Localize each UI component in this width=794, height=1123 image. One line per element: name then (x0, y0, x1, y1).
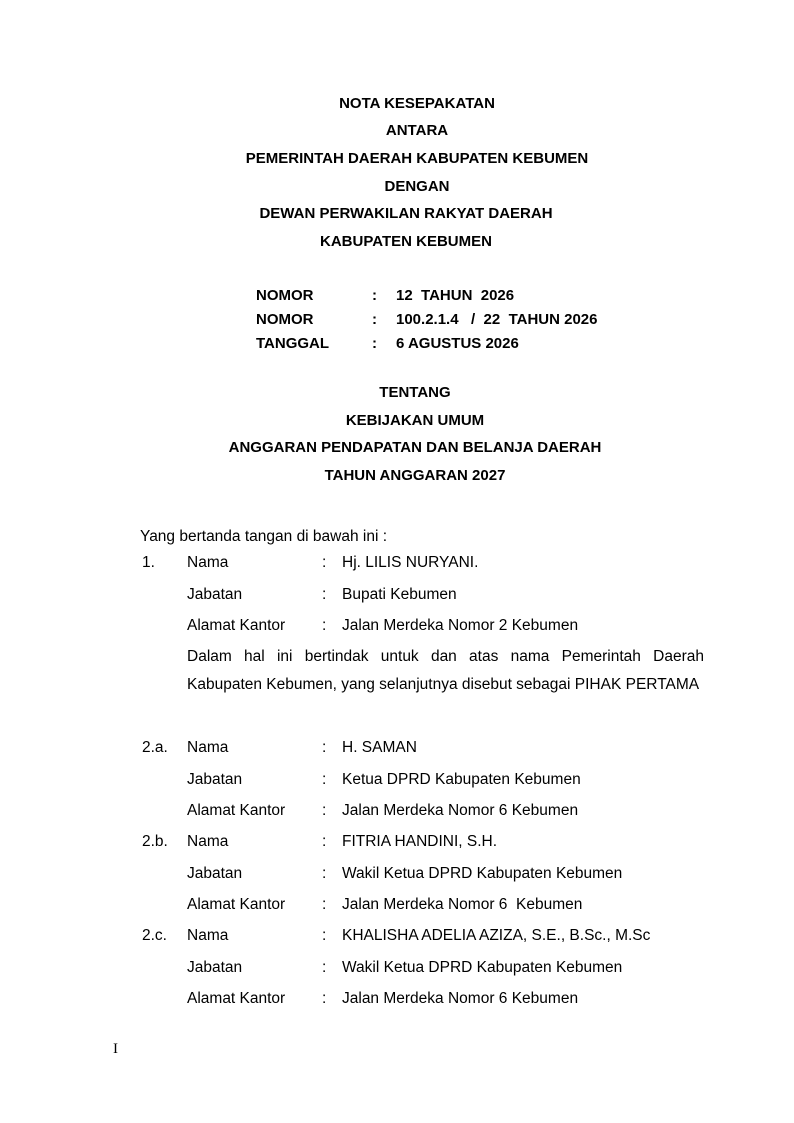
party-row (0, 958, 794, 978)
field-label: Jabatan (187, 586, 243, 603)
field-label: Alamat Kantor (187, 617, 286, 634)
field-colon: : (322, 802, 327, 819)
reference-label: NOMOR (256, 287, 314, 304)
field-label: Jabatan (187, 771, 243, 788)
field-value: Wakil Ketua DPRD Kabupaten Kebumen (342, 865, 623, 882)
party-number: 2.b. (142, 833, 168, 850)
field-value: Jalan Merdeka Nomor 6 Kebumen (342, 990, 579, 1007)
field-colon: : (322, 586, 327, 603)
field-colon: : (322, 771, 327, 788)
party-number: 2.a. (142, 739, 168, 756)
field-colon: : (322, 739, 327, 756)
reference-value: 100.2.1.4 / 22 TAHUN 2026 (396, 311, 598, 328)
field-colon: : (322, 833, 327, 850)
party-row (0, 926, 794, 946)
field-label: Alamat Kantor (187, 990, 286, 1007)
field-colon: : (322, 927, 327, 944)
field-label: Nama (187, 833, 229, 850)
party-row (0, 738, 794, 758)
party-row (0, 770, 794, 790)
party-row (0, 801, 794, 821)
field-value: Hj. LILIS NURYANI. (342, 554, 479, 571)
field-value: FITRIA HANDINI, S.H. (342, 833, 498, 850)
reference-label: TANGGAL (256, 335, 330, 352)
field-colon: : (322, 554, 327, 571)
reference-value: 12 TAHUN 2026 (396, 287, 515, 304)
subject-line: KEBIJAKAN UMUM (345, 412, 485, 429)
field-label: Nama (187, 927, 229, 944)
reference-colon: : (372, 335, 377, 352)
title-line: PEMERINTAH DAERAH KABUPATEN KEBUMEN (245, 150, 589, 167)
party-row (0, 585, 794, 605)
title-line: DEWAN PERWAKILAN RAKYAT DAERAH (259, 205, 553, 222)
field-label: Jabatan (187, 865, 243, 882)
party-number: 1. (142, 554, 155, 571)
party-row (0, 864, 794, 884)
party-statement: Dalam hal ini bertindak untuk dan atas nama Pemerintah Daerah Kabupaten Kebumen, yang selanjutnya disebut sebagai PIHAK PERTAMA (187, 648, 704, 693)
field-colon: : (322, 896, 327, 913)
title-line: NOTA KESEPAKATAN (339, 95, 495, 112)
subject-line: ANGGARAN PENDAPATAN DAN BELANJA DAERAH (228, 439, 602, 456)
page-mark: I (113, 1041, 118, 1057)
field-label: Alamat Kantor (187, 802, 286, 819)
field-value: KHALISHA ADELIA AZIZA, S.E., B.Sc., M.Sc (342, 927, 651, 944)
reference-label: NOMOR (256, 311, 314, 328)
party-row (0, 989, 794, 1009)
title-line: DENGAN (384, 178, 450, 195)
field-value: Jalan Merdeka Nomor 6 Kebumen (342, 896, 583, 913)
title-line: KABUPATEN KEBUMEN (320, 233, 492, 250)
field-label: Nama (187, 739, 229, 756)
field-value: Jalan Merdeka Nomor 6 Kebumen (342, 802, 579, 819)
field-colon: : (322, 865, 327, 882)
field-value: Bupati Kebumen (342, 586, 457, 603)
intro-text: Yang bertanda tangan di bawah ini : (140, 528, 388, 545)
field-colon: : (322, 959, 327, 976)
reference-colon: : (372, 287, 377, 304)
field-value: H. SAMAN (342, 739, 417, 756)
party-row (0, 895, 794, 915)
field-label: Jabatan (187, 959, 243, 976)
field-label: Alamat Kantor (187, 896, 286, 913)
field-value: Wakil Ketua DPRD Kabupaten Kebumen (342, 959, 623, 976)
field-colon: : (322, 990, 327, 1007)
title-line: ANTARA (385, 122, 449, 139)
field-label: Nama (187, 554, 229, 571)
field-colon: : (322, 617, 327, 634)
subject-line: TAHUN ANGGARAN 2027 (324, 467, 506, 484)
party-row (0, 616, 794, 636)
party-row (0, 832, 794, 852)
field-value: Ketua DPRD Kabupaten Kebumen (342, 771, 581, 788)
reference-colon: : (372, 311, 377, 328)
party-number: 2.c. (142, 927, 167, 944)
field-value: Jalan Merdeka Nomor 2 Kebumen (342, 617, 579, 634)
reference-value: 6 AGUSTUS 2026 (396, 335, 519, 352)
party-row (0, 553, 794, 573)
subject-line: TENTANG (379, 384, 451, 401)
